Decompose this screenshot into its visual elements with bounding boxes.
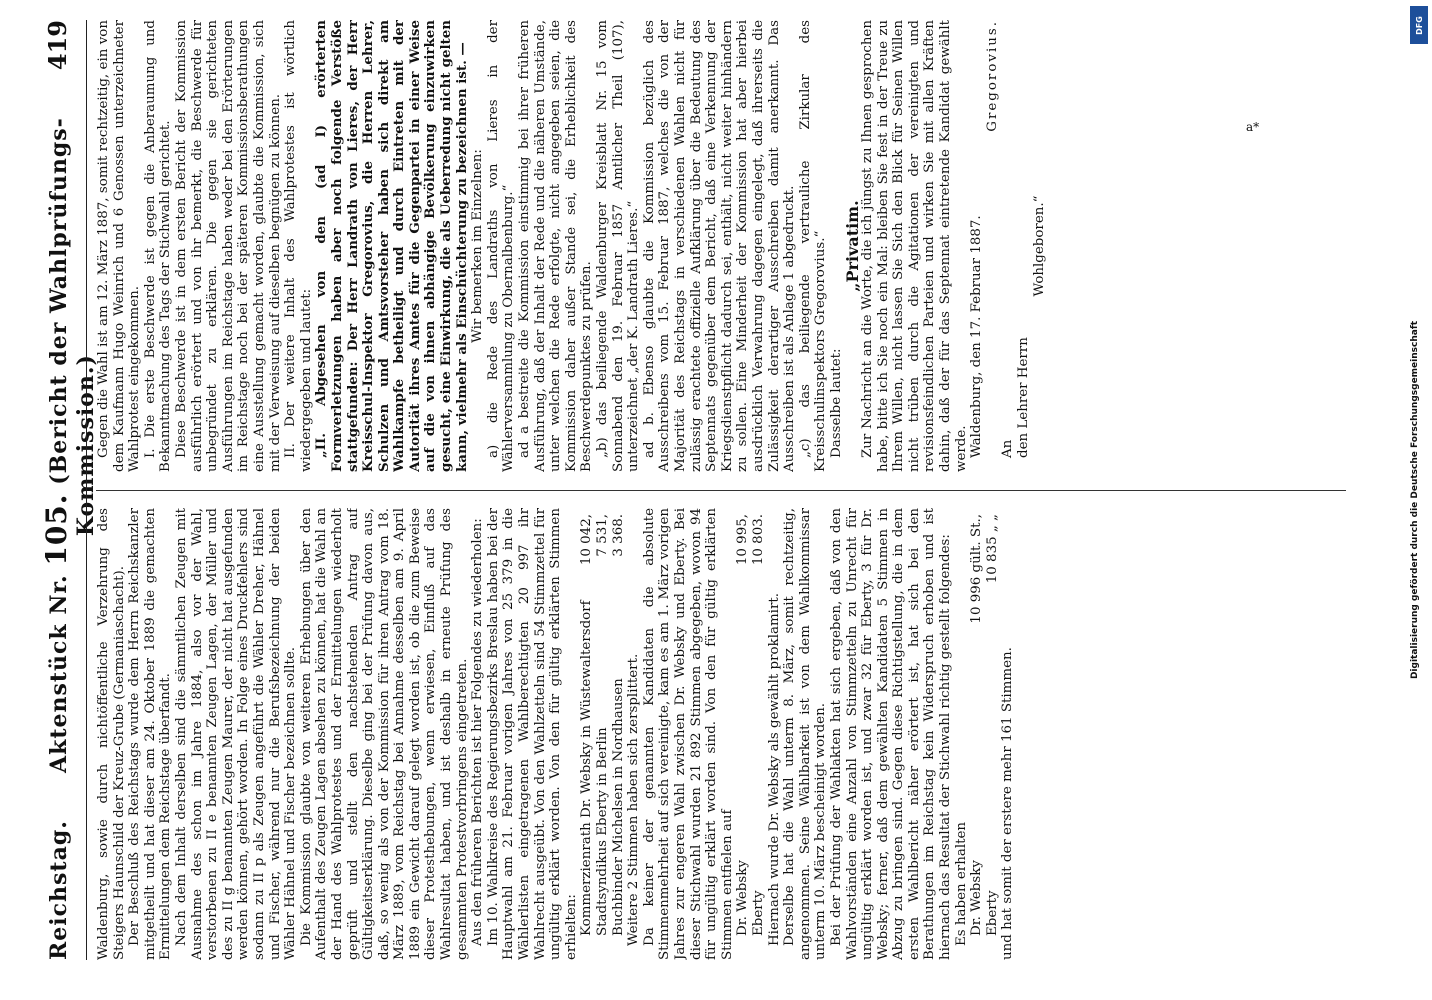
candidate-name: Eberty — [750, 890, 766, 936]
dfg-logo — [1410, 6, 1428, 44]
table-row — [595, 508, 611, 936]
letter-address-to: An — [1000, 439, 1016, 458]
table-row — [579, 508, 595, 936]
header-rule — [86, 20, 87, 960]
header-center-post: (Bericht der Wahlprüfungs-Kommission.) — [46, 117, 99, 537]
paragraph: Diese Beschwerde ist in dem ersten Bericht der Kommission ausführlich erörtert und von ihr bemerkt, die Beschwerde für unbegründet zu erklären. Die gegen sie gerichteten Ausführungen im Reichstage haben weder bei den Erörterungen im Reichstage noch bei der späteren Kommissionsberathungen eine Ausstellung gemacht worden, glaubte die Kommission, sich mit der Verweisung auf dieselben begnügen zu können. — [173, 20, 283, 472]
paragraph: Die Kommission glaubte von weiteren Erhebungen über den Aufenthalt des Zeugen Lagen absehen zu können, hat die Wahl an der Hand des Wahlprotestes und der Ermittelungen wiederholt geprüft und stellt den nachstehenden Antrag auf Gültigkeitserklärung. Dieselbe ging bei der Prüfung davon aus, daß, so wenig als von der Kommission für ihren Antrag vom 18. März 1889, vom Reichstag bei Annahme desselben am 9. April 1889 ein Gewicht darauf gelegt worden ist, ob die zum Beweise dieser Protesthebungen, wenn erwiesen, Einfluß auf das Wahlresultat haben, und ist deshalb in erneute Prüfung des gesammten Protestvorbringens eingetreten. — [298, 508, 470, 960]
table-row — [611, 508, 627, 936]
paragraph: „b) das beiliegende Waldenburger Kreisblatt Nr. 15 vom Sonnabend den 19. Februar 1857 Amtlicher Theil (107), unterzeichnet „der K. Landrath Lieres.“ — [595, 20, 642, 472]
candidate-name: Kommerzienrath Dr. Websky in Wüstewaltersdorf — [579, 600, 595, 936]
candidate-name: Dr. Websky — [735, 860, 751, 936]
paragraph: a) die Rede des Landraths von Lieres in der Wählerversammlung zu Obernalbenburg.“ — [485, 20, 517, 472]
letter-date: Waldenburg, den 17. Februar 1887. — [969, 215, 985, 458]
paragraph: Aus den früheren Berichten ist hier Folgendes zu wiederholen: — [470, 518, 486, 946]
table-row — [735, 508, 751, 936]
table-row — [969, 508, 985, 936]
paragraph: Weitere 2 Stimmen haben sich zersplittert. — [626, 653, 642, 946]
table-row — [985, 508, 1001, 936]
vote-count: 10 803. — [750, 514, 766, 566]
paragraph: Nach dem Inhalt derselben sind die sämmtlichen Zeugen mit Ausnahme des schon im Jahre 1884, also vor der Wahl, verstorbenen zu II e benannten Zeugen Lagen, der Müller und des zu II g benannten Zeugen Maurer, der nicht hat ausgefunden werden können, gehört worden. In Folge eines Druckfehlers sind sodann zu II p als Zeugen angeführt die Wähler Dreher, Hähnel und Fischer, während nur die Berufsbezeichnung der beiden Wähler Hähnel und Fischer bezeichnen sollte. — [173, 508, 299, 960]
right-column — [96, 20, 1356, 472]
candidate-name: Stadtsyndikus Eberty in Berlin — [595, 727, 610, 936]
paragraph: Gegen die Wahl ist am 12. März 1887, somit rechtzeitig, ein von dem Kaufmann Hugo Weinrich und 6 Genossen unterzeichneter Wahlprotest eingekommen. — [96, 20, 143, 472]
page-mark: a* — [1246, 120, 1260, 134]
paragraph: ad b. Ebenso glaubte die Kommission bezüglich des Ausschreibens vom 15. Februar 1887, welches die von der Majorität des Reichstags in verschiedenen Wahlen nicht für zulässig erachtete offizielle Aufklärung über die Bedeutung des Septennats gegenüber dem Bericht, daß eine Verkennung der Kriegsdienstpflicht dadurch sei, enthält, nicht weiter hinhändern zu sollen. Eine Minderheit der Kommission hat aber hierbei ausdrücklich Verwahrung dagegen eingelegt, daß ihrerseits die Zulässigkeit derartiger Ausschreiben damit anerkannt. Das Ausschreiben ist als Anlage 1 abgedruckt. — [641, 20, 798, 472]
paragraph: II. Der weitere Inhalt des Wahlprotestes ist wörtlich wiedergegeben und lautet: — [283, 20, 314, 472]
results-table-runoff — [735, 508, 766, 936]
header-center-pre: Aktenstück Nr. — [46, 574, 72, 773]
letter-address-title: Wohlgeboren.“ — [1031, 195, 1047, 297]
dfg-logo-text: DFG — [1414, 15, 1424, 35]
letter-address-name: den Lehrer Herrn — [1016, 337, 1032, 458]
paragraph: und hat somit der erstere mehr 161 Stimmen. — [1000, 647, 1016, 960]
header-left: Reichstag. — [46, 820, 72, 960]
letter-signature: Gregorovius. — [984, 20, 1000, 132]
candidate-name: Eberty — [984, 890, 1000, 936]
candidate-name: Buchbinder Michelsen in Nordhausen — [610, 678, 626, 936]
funding-note — [1396, 0, 1432, 1000]
column-divider — [96, 490, 1346, 491]
paragraph: Hiernach wurde Dr. Websky als gewählt proklamirt. — [766, 593, 782, 946]
paragraph: Es haben erhalten — [953, 821, 969, 946]
paragraph: „c) das beiliegende vertrauliche Zirkular des Kreisschulinspektors Gregorovius.“ — [797, 20, 829, 472]
paragraph: ad a bestreite die Kommission einstimmig bei ihrer früheren Ausführung, daß der Inhalt der Rede und die näheren Umstände, unter welchen die Rede erfolgte, nicht angegeben seien, die Kommission daher außer Stande sei, die Erheblichkeit des Beschwerdepunktes zu prüfen. — [517, 20, 595, 472]
funding-note-text: Digitalisierung gefördert durch die Deutsche Forschungsgemeinschaft — [1410, 320, 1420, 680]
left-column — [96, 508, 1356, 960]
paragraph: Im 10. Wahlkreise des Regierungsbezirks Breslau haben bei der Hauptwahl am 21. Februar vorigen Jahres von 25 379 in die Wählerlisten eingetragenen Wahlberechtigten 20 997 ihr Wahlrecht ausgeübt. Von den Wahlzetteln sind 54 Stimmzettel für ungültig erklärt worden. Von den für gültig erklärten Stimmen erhielten: — [485, 508, 579, 960]
paragraph: I. Die erste Beschwerde ist gegen die Anberaumung und Bekanntmachung des Tags der Stichwahl gerichtet. — [142, 20, 174, 472]
vote-count: 10 995, — [735, 514, 751, 566]
paragraph: Der Beschluß des Reichstags wurde dem Herrn Reichskanzler mitgetheilt und hat dieser am 24. Oktober 1889 die gemachten Ermittelungen dem Reichstage überfandt. — [127, 508, 174, 960]
vote-count: 10 835 „ „ — [984, 514, 1000, 584]
paragraph: Wir bemerken im Einzelnen: — [470, 149, 486, 343]
paragraph: Da keiner der genannten Kandidaten die absolute Stimmenmehrheit auf sich vereinigte, kam es am 1. März vorigen Jahres zur engeren Wahl zwischen Dr. Websky und Eberty. Bei dieser Stichwahl wurden 21 892 Stimmen abgegeben, wovon 94 für ungültig erklärt worden sind. Von den für gültig erklärten Stimmen entfielen auf — [641, 508, 735, 960]
paragraph: „II. Abgesehen von den (ad I) erörterten Formverletzungen haben aber noch folgende Verstöße stattgefunden: Der Herr Landrath von Lieres, der Herr Kreisschul-Inspektor Gregorovius, die Herren Lehrer, Schulzen und Amtsvorsteher haben sich direkt am Wahlkampfe betheiligt und durch Eintreten mit der Autorität ihres Amtes für die Gegenpartei in einer Weise auf die von ihnen abhängige Bevölkerung einzuwirken gesucht, eine Einwirkung, die als Ueberredung nicht gelten kann, vielmehr als Einschüchterung zu bezeichnen ist. — — [313, 20, 470, 472]
header-document-number: 105. — [40, 493, 73, 566]
page-header — [40, 20, 99, 960]
page-number: 419 — [43, 20, 72, 71]
paragraph: Derselbe hat die Wahl unterm 8. März, somit rechtzeitig, angenommen. Seine Wählbarkeit ist von dem Wahlkommissar unterm 10. März bescheinigt worden. — [782, 508, 829, 960]
paragraph: Waldenburg, sowie durch nichtöffentliche Verzehrung des Steigers Haunschild der Kreuz-Grube (Germaniaschacht). — [96, 508, 127, 960]
paragraph: Bei der Prüfung der Wahlakten hat sich ergeben, daß von den Wahlvorständen eine Anzahl von Stimmzetteln zu Unrecht für ungültig erklärt worden ist, und zwar 32 für Eberty, 3 für Dr. Websky; ferner, daß dem gewählten Kandidaten 5 Stimmen in Abzug zu bringen sind. Gegen diese Richtigstellung, die in dem ersten Wahlbericht näher erörtert ist, hat sich bei den Berathungen im Reichstag kein Widerspruch erhoben und ist hiernach das Resultat der Stichwahl richtig gestellt folgendes: — [828, 508, 954, 960]
vote-count: 10 996 gült. St., — [969, 514, 985, 624]
header-center — [40, 70, 99, 820]
paragraph: Dasselbe lautet: — [828, 348, 844, 458]
candidate-name: Dr. Websky — [969, 860, 985, 936]
vote-count: 10 042, — [579, 514, 595, 566]
letter-heading: „Privatim. — [842, 200, 862, 292]
results-table-main — [579, 508, 626, 936]
letter-body: Zur Nachricht an die Worte, die ich jüngst zu Ihnen gesprochen habe, bitte ich Sie noch ein Mal: bleiben Sie fest in der Treue zu Ihrem Willen, nicht lassen Sie Sich den Blick für Seinen Willen nicht trüben durch die Agitationen der vereinigten und revisionsfeindlichen Parteien und wirken Sie mit allen Kräften dahin, daß der für das Septennat eintretende Kandidat gewählt werde. — [860, 20, 969, 472]
vote-count: 7 531, — [595, 514, 610, 557]
results-table-corrected — [969, 508, 1000, 936]
table-row — [751, 508, 767, 936]
vote-count: 3 368. — [610, 514, 626, 557]
